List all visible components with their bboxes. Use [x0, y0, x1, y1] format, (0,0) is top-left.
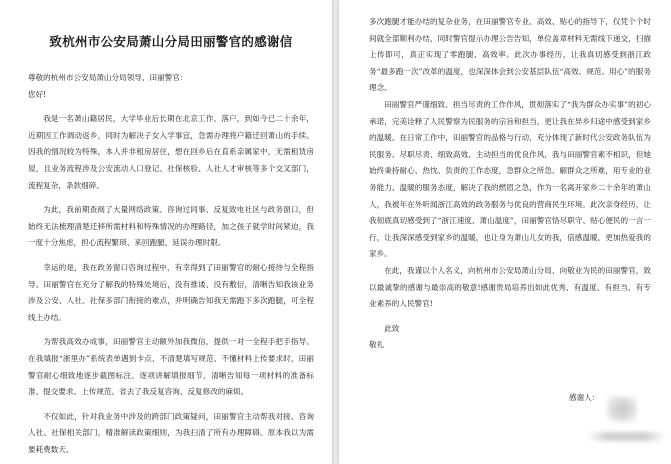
body-paragraph: 幸运的是，我在政务窗口咨询过程中，有幸得到了田丽警官的耐心接待与全程指导。田丽警官在充分了解我的特殊处境后，没有推诿、没有敷衍，清晰告知我该业务涉及公安、人社、社保多部门衔接的难点，并明确告知我无需跑下多次跑腿，可全程线上办结。 — [28, 262, 314, 322]
body-paragraph: 在此，我谨以个人名义，向杭州市公安局萧山分局、向敬业为民的田丽警官，致以最诚挚的感谢与最崇高的敬意!感谢贵局培养出如此优秀、有温度、有担当、有专业素养的人民警官! — [369, 265, 651, 309]
body-paragraph: 田丽警官严谨细致、担当尽责的工作作风，贯彻落实了“我为群众办实事”的初心承诺，完美诠释了人民警察为民服务的宗旨和担当，更让我在异乡归途中感受到家乡的温暖。在日常工作中，田丽警官的品格与行动，充分体现了新时代公安政务队伍为民服务、尽职尽责、细致高效、主动担当的优良作风，我与田丽警官素不相识，但她始终秉持耐心、热忱、负责的工作态度，急群众之所急、解群众之所难，用专业的业务能力、温暖的服务态度，解决了我的燃眉之急，作为一名离开家乡二十余年的萧山人，我被年在外听闻浙江高效的政务服务与优良的营商民生环境。此次亲身经历，让我彻底真切感受到了“浙江速度、萧山温度”，田丽警官恪尽职守、贴心便民的一言一行，让我深深感受到家乡的温暖，也让身为萧山儿女的我，倍感温暖，更加热爱我的家乡。 — [369, 99, 651, 259]
letter-page-right — [339, 0, 671, 464]
letter-title: 致杭州市公安局萧山分局田丽警官的感谢信 — [49, 34, 293, 49]
closing-greeting: 此致 — [384, 323, 400, 333]
body-paragraph: 不仅如此，针对我业务中涉及的跨部门政策疑问，田丽警官主动帮我对接、咨询人社、社保相关部门，精准解读政策细则，为我扫清了所有办理障碍。原本我以为需要耗费数天、 — [28, 411, 314, 454]
signer-label: 感谢人： — [569, 392, 600, 402]
body-paragraph: 为帮我高效办成事，田丽警官主动额外加我微信，提供一对一全程手把手指导。在我填报“浙里办”系统表单遇到卡点、不清楚填写规范、不懂材料上传要求时，田丽警官耐心细致地逐步截图标注、逐项讲解填报细节，清晰告知每一项材料的准备标准、提交要求、上传规范。省去了我反复咨询、反复修改的麻烦。 — [28, 337, 314, 397]
redacted-signature — [607, 396, 637, 422]
letter-page-left — [0, 0, 332, 464]
salutation: 尊敬的杭州市公安局萧山分局领导、田丽警官： — [28, 73, 188, 82]
body-paragraph: 多次跑腿才能办结的复杂业务，在田丽警官专业、高效、贴心的指导下，仅凭个个时间就全部顺利办结，同时警官提示办理公告告知，单位盖章材料无需线下递交，扫描上传即可，真正实现了零跑腿、高效率。此次办事经历，让我真切感受到浙江政务“最多跑一次”改革的温度，也深深体会到公安基层队伍“高效、规范、用心”的服务理念。 — [369, 17, 651, 93]
redacted-date — [587, 432, 665, 441]
signature-block — [369, 392, 651, 452]
body-paragraph: 为此，我前期查阅了大量网络政策、咨询过同事、反复致电社区与政务窗口，但始终无法梳理清楚迁移所需材料和特殊情况的办理路径，加之孩子就学时间紧迫，我一度十分焦虑，担心流程繁琐、来回跑腿、延误办理时限。 — [28, 205, 314, 248]
closing-salute: 敬礼 — [369, 340, 385, 350]
greeting: 您好! — [28, 89, 47, 99]
body-paragraph: 我是一名萧山籍居民，大学毕业后长期在北京工作、落户，到如今已二十余年，近期因工作调动返乡，同时为解决子女入学事宜，急需办理将户籍迁回萧山的手续。因我的情况较为特殊，本人并非租房居住，想在回乡后在直系亲属家中，无需租赁房屋，且业务流程涉及公安流动人口登记、社保核验、人社人才审核等多个交叉部门，流程复杂，条款细碎。 — [28, 114, 314, 190]
